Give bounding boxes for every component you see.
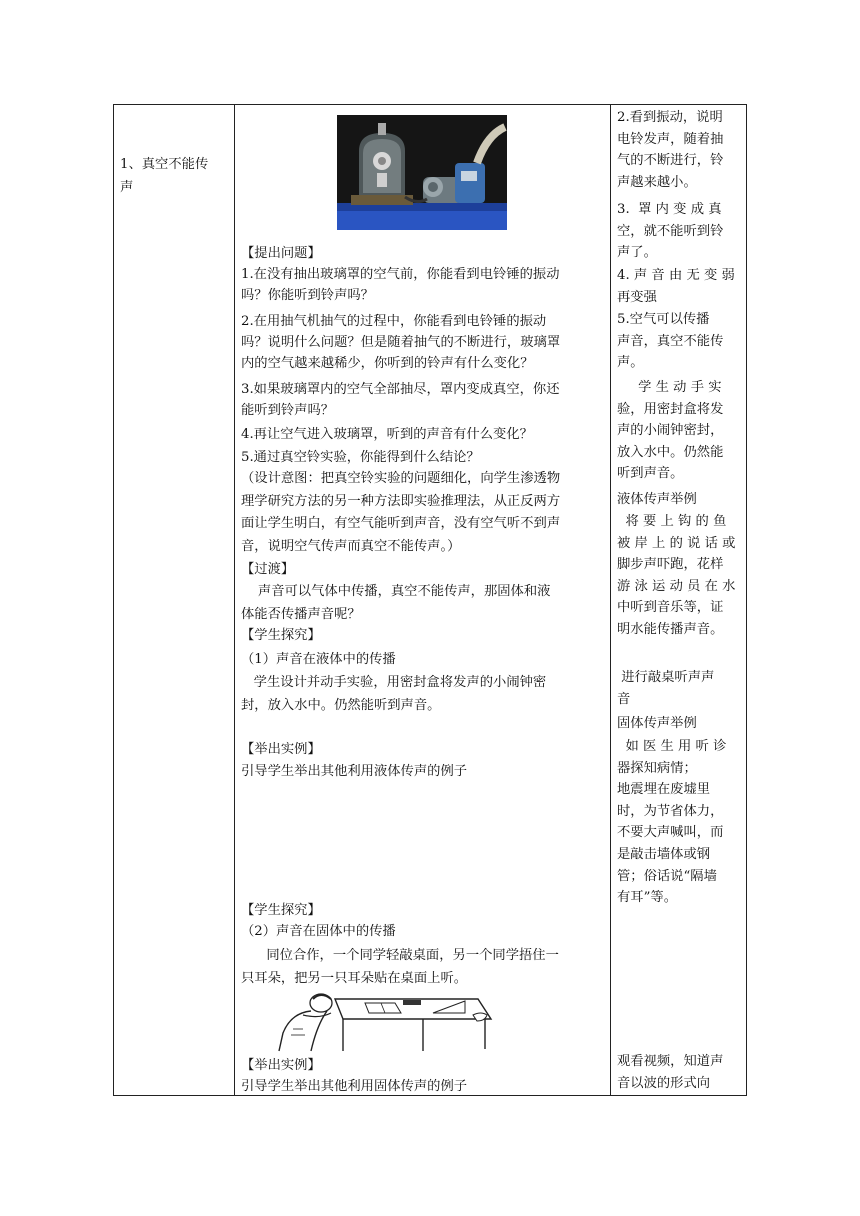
topic-column [114, 105, 234, 1095]
answer-2: 2.看到振动，说明 电铃发声，随着抽 气的不断进行，铃 声越来越小。 [617, 110, 724, 190]
solid-examples-prompt: 引导学生举出其他利用固体传声的例子 [241, 1079, 468, 1094]
question-5: 5.通过真空铃实验，你能得到什么结论？ [241, 450, 480, 465]
student-activity-column [611, 105, 747, 1095]
liquid-experiment-text: 学生设计并动手实验，用密封盒将发声的小闹钟密 封，放入水中。仍然能听到声音。 [241, 675, 547, 713]
student-experiment-note: 学 生 动 手 实 验，用密封盒将发 声的小闹钟密封， 放入水中。仍然能 听到声音。 [617, 380, 724, 482]
answer-3: 3. 罩 内 变 成 真 空，就不能听到铃 声了。 [617, 202, 724, 261]
heading-examples-1: 【举出实例】 [241, 742, 321, 757]
heading-examples-2: 【举出实例】 [241, 1058, 321, 1073]
heading-student-explore-1: 【学生探究】 [241, 628, 321, 643]
answer-5: 5.空气可以传播 声音，真空不能传 声。 [617, 312, 724, 371]
desk-listening-sketch [273, 989, 495, 1053]
topic-title: 1、真空不能传 声 [120, 157, 209, 195]
design-intent: （设计意图：把真空铃实验的问题细化，向学生渗透物 理学研究方法的另一种方法即实验推理法，从正反两方 面让学生明白，有空气能听到声音，没有空气听不到声 音，说明空气传声而真空不能传声。） [241, 471, 561, 554]
question-3: 3.如果玻璃罩内的空气全部抽尽，罩内变成真空，你还 能听到铃声吗？ [241, 382, 560, 418]
answer-4: 4. 声 音 由 无 变 弱 再变强 [617, 268, 735, 305]
transition-text: 声音可以气体中传播，真空不能传声，那固体和液 体能否传播声音呢？ [241, 584, 551, 622]
liquid-section-title: （1）声音在液体中的传播 [241, 652, 396, 667]
heading-ask-questions: 【提出问题】 [241, 246, 321, 261]
question-4: 4.再让空气进入玻璃罩，听到的声音有什么变化？ [241, 427, 533, 442]
solid-example-text: 如 医 生 用 听 诊 器探知病情； 地震埋在废墟里 时，为节省体力， 不要大声喊叫，而 是敲击墙体或钢 管；俗话说“隔墙 有耳”等。 [617, 739, 727, 906]
liquid-example-heading: 液体传声举例 [617, 492, 697, 507]
solid-section-title: （2）声音在固体中的传播 [241, 924, 396, 939]
lesson-table [113, 104, 747, 1096]
liquid-example-text: 将 要 上 钩 的 鱼 被 岸 上 的 说 话 或 脚步声吓跑，花样 游 泳 运 动 员 在 水 中听到音乐等，证 明水能传播声音。 [617, 514, 736, 637]
heading-student-explore-2: 【学生探究】 [241, 903, 321, 918]
solid-example-heading: 固体传声举例 [617, 716, 697, 731]
solid-experiment-text: 同位合作，一个同学轻敲桌面，另一个同学捂住一 只耳朵，把另一只耳朵贴在桌面上听。 [241, 948, 559, 986]
teaching-process-column [235, 105, 609, 1095]
tap-desk-note: 进行敲桌听声声 音 [617, 670, 715, 707]
video-note: 观看视频，知道声 音以波的形式向 [617, 1054, 724, 1091]
question-2: 2.在用抽气机抽气的过程中，你能看到电铃锤的振动 吗？说明什么问题？但是随着抽气的不断进行，玻璃罩 内的空气越来越稀少，你听到的铃声有什么变化？ [241, 314, 561, 371]
vacuum-bell-experiment-image [337, 115, 507, 230]
heading-transition: 【过渡】 [241, 562, 295, 577]
question-1: 1.在没有抽出玻璃罩的空气前，你能看到电铃锤的振动 吗？你能听到铃声吗？ [241, 267, 560, 303]
liquid-examples-prompt: 引导学生举出其他利用液体传声的例子 [241, 764, 468, 779]
